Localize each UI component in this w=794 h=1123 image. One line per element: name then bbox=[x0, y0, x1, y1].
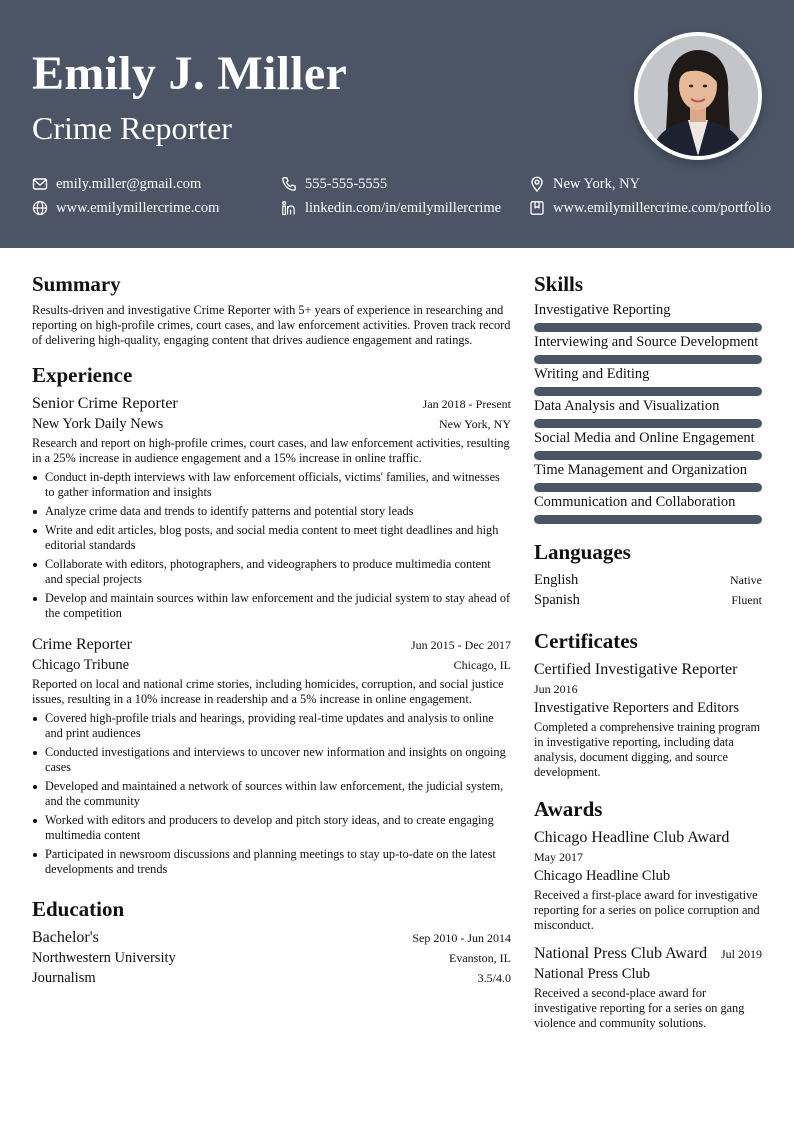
education-dates: Sep 2010 - Jun 2014 bbox=[412, 931, 511, 945]
award-issuer: National Press Club bbox=[534, 966, 650, 982]
award-entry bbox=[534, 944, 762, 1031]
portfolio-text: www.emilymillercrime.com/portfolio bbox=[553, 200, 772, 216]
job-bullet: Covered high-profile trials and hearings, providing real-time updates and analysis to online and print audiences bbox=[32, 711, 511, 741]
phone-text: 555-555-5555 bbox=[305, 176, 388, 192]
certificate-title: Certified Investigative Reporter bbox=[534, 661, 738, 678]
job-bullet: Collaborate with editors, photographers, and videographers to produce multimedia content and special projects bbox=[32, 557, 511, 587]
skill-name: Time Management and Organization bbox=[534, 462, 748, 478]
job-bullet: Conducted investigations and interviews to uncover new information and insights on ongoing cases bbox=[32, 745, 511, 775]
job-bullet: Worked with editors and producers to develop and pitch story ideas, and to create engaging multimedia content bbox=[32, 813, 511, 843]
job-entry bbox=[32, 394, 511, 621]
phone-icon bbox=[281, 176, 297, 192]
skill-level-bar bbox=[534, 419, 762, 428]
skill-level-bar bbox=[534, 483, 762, 492]
job-bullet: Conduct in-depth interviews with law enforcement officials, victims' families, and witnesses to gather information and insights bbox=[32, 470, 511, 500]
contact-location bbox=[529, 174, 640, 194]
skill-level-bar bbox=[534, 323, 762, 332]
job-bullet: Participated in newsroom discussions and planning meetings to stay up-to-date on the latest developments and trends bbox=[32, 847, 511, 877]
languages-heading: Languages bbox=[534, 540, 631, 564]
school-location: Evanston, IL bbox=[449, 951, 511, 965]
skill-name: Social Media and Online Engagement bbox=[534, 430, 755, 446]
job-bullet: Developed and maintained a network of sources within law enforcement, the judicial system, and the community bbox=[32, 779, 511, 809]
job-location: Chicago, IL bbox=[453, 658, 511, 672]
bookmark-icon bbox=[529, 200, 545, 216]
job-entry bbox=[32, 635, 511, 877]
language-name: English bbox=[534, 572, 579, 588]
summary-text: Results-driven and investigative Crime Reporter with 5+ years of experience in researching and reporting on high-profile crimes, court cases, and law enforcement activities. Proven track record of delivering high-quality, engaging content that drives audience engagement and ratings. bbox=[32, 303, 511, 347]
language-name: Spanish bbox=[534, 592, 580, 608]
languages-list bbox=[534, 570, 762, 610]
candidate-name: Emily J. Miller bbox=[32, 47, 348, 100]
awards-heading: Awards bbox=[534, 797, 603, 821]
award-date: Jul 2019 bbox=[720, 947, 762, 961]
summary-heading: Summary bbox=[32, 272, 121, 296]
job-description: Research and report on high-profile crimes, court cases, and law enforcement activities, resulting in a 25% increase in audience engagement and a 15% increase in online traffic. bbox=[32, 436, 510, 465]
certificate-date: Jun 2016 bbox=[534, 682, 578, 696]
experience-heading: Experience bbox=[32, 363, 133, 387]
job-dates: Jun 2015 - Dec 2017 bbox=[411, 638, 511, 652]
skill-level-bar bbox=[534, 355, 762, 364]
award-description: Received a second-place award for investigative reporting for a series on gang violence and community solutions. bbox=[534, 986, 745, 1030]
certificate-description: Completed a comprehensive training program in investigative reporting, including data analysis, document digging, and source development. bbox=[534, 720, 761, 779]
skill-name: Communication and Collaboration bbox=[534, 494, 736, 510]
language-level: Native bbox=[730, 573, 762, 587]
job-title: Senior Crime Reporter bbox=[32, 395, 178, 412]
linkedin-text: linkedin.com/in/emilymillercrime bbox=[305, 200, 502, 216]
right-column bbox=[534, 270, 762, 1031]
certificate-entry bbox=[534, 660, 762, 780]
education-heading: Education bbox=[32, 897, 125, 921]
job-company: New York Daily News bbox=[32, 416, 164, 432]
contact-portfolio[interactable] bbox=[529, 198, 771, 218]
award-description: Received a first-place award for investigative reporting for a series on police corruption and misconduct. bbox=[534, 888, 760, 932]
left-column bbox=[32, 270, 511, 988]
job-description: Reported on local and national crime stories, including homicides, corruption, and social justice issues, resulting in a 10% increase in readership and a 5% increase in online engagement. bbox=[32, 677, 504, 706]
location-pin-icon bbox=[529, 176, 545, 192]
portrait-image bbox=[638, 36, 758, 156]
skills-list bbox=[534, 300, 762, 524]
job-title: Crime Reporter bbox=[32, 636, 132, 653]
award-date: May 2017 bbox=[534, 850, 583, 864]
job-bullet: Write and edit articles, blog posts, and social media content to meet tight deadlines and high editorial standards bbox=[32, 523, 511, 553]
skill-name: Data Analysis and Visualization bbox=[534, 398, 720, 414]
certificate-issuer: Investigative Reporters and Editors bbox=[534, 700, 739, 716]
linkedin-icon bbox=[281, 200, 297, 216]
skill-name: Writing and Editing bbox=[534, 366, 650, 382]
certificates-heading: Certificates bbox=[534, 629, 638, 653]
award-title: Chicago Headline Club Award bbox=[534, 829, 730, 846]
skill-level-bar bbox=[534, 387, 762, 396]
contact-email[interactable] bbox=[32, 174, 201, 194]
award-issuer: Chicago Headline Club bbox=[534, 868, 671, 884]
profile-photo bbox=[634, 32, 762, 160]
job-company: Chicago Tribune bbox=[32, 657, 130, 673]
website-text: www.emilymillercrime.com bbox=[56, 200, 220, 216]
school-name: Northwestern University bbox=[32, 950, 176, 966]
resume-header bbox=[0, 0, 794, 248]
field-of-study: Journalism bbox=[32, 970, 96, 986]
job-bullets bbox=[32, 470, 511, 621]
language-level: Fluent bbox=[731, 593, 762, 607]
degree: Bachelor's bbox=[32, 929, 99, 946]
skill-level-bar bbox=[534, 451, 762, 460]
job-bullets bbox=[32, 711, 511, 877]
location-text: New York, NY bbox=[553, 176, 641, 192]
globe-icon bbox=[32, 200, 48, 216]
email-text: emily.miller@gmail.com bbox=[56, 176, 202, 192]
skill-name: Investigative Reporting bbox=[534, 302, 671, 318]
education-entry bbox=[32, 928, 511, 988]
envelope-icon bbox=[32, 176, 48, 192]
contact-linkedin[interactable] bbox=[281, 198, 501, 218]
job-dates: Jan 2018 - Present bbox=[422, 397, 511, 411]
skill-name: Interviewing and Source Development bbox=[534, 334, 759, 350]
job-bullet: Analyze crime data and trends to identify patterns and potential story leads bbox=[32, 504, 511, 519]
job-location: New York, NY bbox=[438, 417, 511, 431]
skills-heading: Skills bbox=[534, 272, 584, 296]
award-title: National Press Club Award bbox=[534, 945, 708, 962]
contact-phone[interactable] bbox=[281, 174, 387, 194]
job-bullet: Develop and maintain sources within law enforcement and the judicial system to stay ahead of the competition bbox=[32, 591, 511, 621]
contact-website[interactable] bbox=[32, 198, 219, 218]
candidate-title: Crime Reporter bbox=[32, 110, 232, 146]
award-entry bbox=[534, 828, 762, 933]
skill-level-bar bbox=[534, 515, 762, 524]
gpa: 3.5/4.0 bbox=[477, 971, 511, 985]
